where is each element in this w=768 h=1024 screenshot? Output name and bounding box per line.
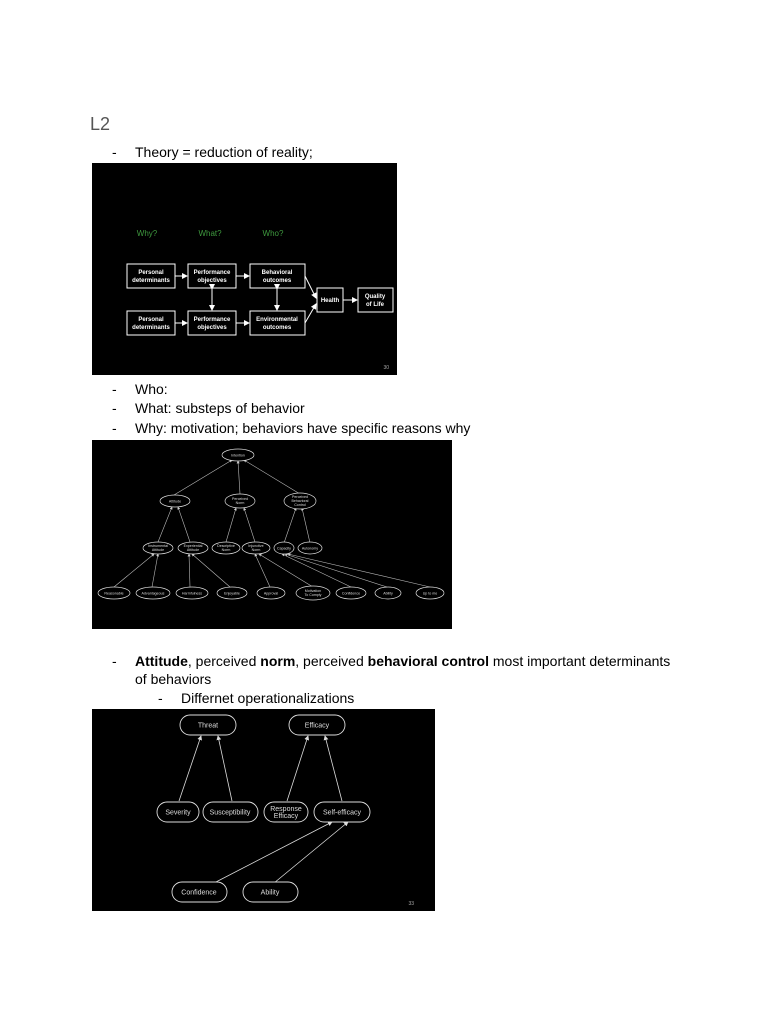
box-environmental-outcomes — [250, 311, 305, 335]
bullet-dash: - — [112, 653, 117, 669]
slide-threat-efficacy-model — [92, 709, 435, 911]
svg-text:Enjoyable: Enjoyable — [224, 591, 240, 596]
svg-text:Norm: Norm — [235, 501, 245, 505]
slide-page-number: 33 — [408, 901, 414, 907]
svg-text:Instrumental: Instrumental — [148, 544, 168, 548]
slide-planning-model — [92, 163, 397, 375]
svg-text:Motivation: Motivation — [304, 589, 322, 593]
box-performance-objectives-top — [188, 264, 236, 288]
box-performance-objectives-bottom — [188, 311, 236, 335]
threat-efficacy-diagram — [92, 709, 435, 911]
bullet-dash: - — [112, 144, 117, 160]
svg-text:Ability: Ability — [260, 889, 280, 897]
question-what: What? — [198, 229, 222, 238]
svg-text:Capacity: Capacity — [277, 546, 291, 551]
svg-text:Confidence: Confidence — [341, 591, 361, 596]
planning-model-diagram — [92, 163, 397, 375]
svg-text:Efficacy: Efficacy — [273, 813, 299, 820]
svg-text:Behavioral: Behavioral — [291, 499, 309, 503]
svg-text:Autonomy: Autonomy — [301, 546, 319, 551]
svg-text:Threat: Threat — [197, 722, 219, 730]
label-qol-2: of Life — [366, 302, 384, 308]
slide-page-number: 30 — [383, 365, 389, 371]
label-po-top-1: Performance — [193, 270, 231, 276]
bullet-theory: Theory = reduction of reality; — [135, 144, 313, 160]
svg-text:Perceived: Perceived — [232, 497, 248, 501]
svg-text:Injunctive: Injunctive — [248, 544, 264, 548]
label-bo-1: Behavioral — [261, 270, 293, 276]
bullet-dash: - — [112, 400, 117, 416]
term-behavioral-control: behavioral control — [367, 653, 489, 669]
label-pd-bot-2: determinants — [132, 325, 170, 331]
arrow-eo-health — [305, 304, 316, 323]
svg-text:Up to me: Up to me — [422, 591, 438, 596]
svg-text:Severity: Severity — [165, 809, 191, 817]
svg-text:Advantageous: Advantageous — [141, 591, 165, 596]
label-pd-top-2: determinants — [132, 278, 170, 284]
label-bo-2: outcomes — [262, 278, 292, 284]
label-po-bot-1: Performance — [193, 317, 231, 323]
section-heading: L2 — [90, 114, 111, 134]
arrow-bo-health — [305, 276, 316, 298]
svg-text:Harmfulness: Harmfulness — [181, 591, 203, 596]
svg-text:Approval: Approval — [263, 591, 279, 596]
box-personal-determinants-bottom — [127, 311, 175, 335]
svg-text:Self-efficacy: Self-efficacy — [323, 809, 361, 817]
box-personal-determinants-top — [127, 264, 175, 288]
svg-text:Control: Control — [294, 503, 306, 507]
label-eo-1: Environmental — [256, 317, 298, 323]
svg-text:Attitude: Attitude — [168, 499, 182, 504]
svg-text:Susceptibility: Susceptibility — [209, 809, 251, 817]
svg-text:Efficacy: Efficacy — [304, 722, 330, 730]
sub-bullet-operationalizations: Differnet operationalizations — [181, 690, 355, 706]
bullet-who: Who: — [135, 381, 168, 397]
bullet-dash: - — [112, 381, 117, 397]
svg-text:Norm: Norm — [221, 548, 231, 552]
label-pd-top-1: Personal — [138, 270, 164, 276]
question-who: Who? — [262, 229, 284, 238]
label-health: Health — [320, 298, 340, 304]
svg-text:Attitude: Attitude — [151, 548, 165, 552]
svg-text:Ability: Ability — [383, 591, 393, 596]
term-attitude: Attitude — [135, 653, 188, 669]
svg-text:Descriptive: Descriptive — [217, 544, 235, 548]
label-eo-2: outcomes — [262, 325, 292, 331]
svg-text:Attitude: Attitude — [186, 548, 200, 552]
label-qol-1: Quality — [364, 294, 386, 300]
slide-reasoned-action-model — [92, 440, 452, 629]
sub-bullet-dash: - — [158, 690, 163, 706]
term-norm: norm — [260, 653, 296, 669]
label-pd-bot-1: Personal — [138, 317, 164, 323]
svg-text:Experiential: Experiential — [183, 544, 203, 548]
bullet-determinants: Attitude, perceived norm, perceived behavioral control most important determinants — [135, 653, 671, 669]
box-behavioral-outcomes — [250, 264, 305, 288]
box-quality-of-life — [358, 288, 393, 312]
svg-text:To Comply: To Comply — [304, 593, 322, 597]
svg-text:Confidence: Confidence — [181, 889, 217, 897]
bullet-what: What: substeps of behavior — [135, 400, 305, 416]
svg-text:Intention: Intention — [231, 453, 245, 458]
bullet-determinants-continued: of behaviors — [135, 671, 212, 687]
reasoned-action-diagram — [92, 440, 452, 629]
bullet-why: Why: motivation; behaviors have specific reasons why — [135, 420, 471, 436]
svg-text:Perceived: Perceived — [292, 495, 308, 499]
bullet-dash: - — [112, 420, 117, 436]
svg-text:Response: Response — [270, 806, 302, 813]
svg-text:Norm: Norm — [251, 548, 261, 552]
label-po-bot-2: objectives — [197, 325, 227, 331]
question-why: Why? — [136, 229, 158, 238]
label-po-top-2: objectives — [197, 278, 227, 284]
svg-text:Reasonable: Reasonable — [104, 591, 124, 596]
